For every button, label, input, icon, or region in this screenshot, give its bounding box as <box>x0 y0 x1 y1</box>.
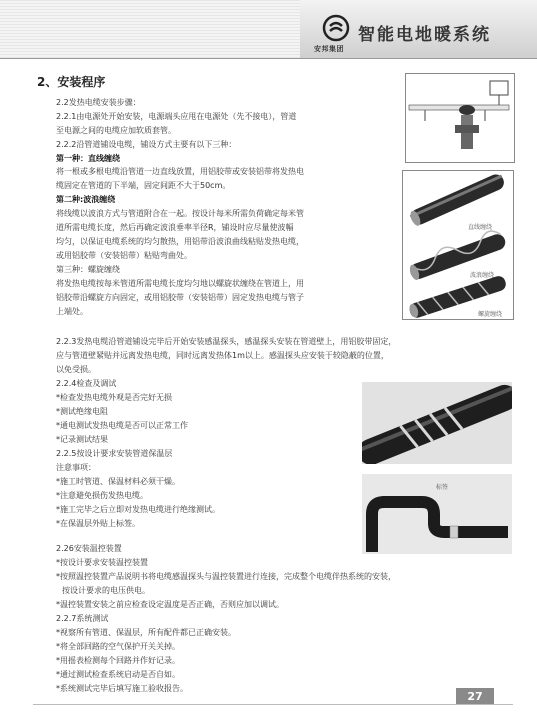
bullet-item: *视察所有管道、保温层，所有配件都已正确安装。 <box>56 628 236 637</box>
method3-title: 第三种：螺旋缠绕 <box>56 265 120 274</box>
bullet-item: *温控装置安装之前应检查设定温度是否正确，否则应加以调试。 <box>56 600 284 609</box>
s222-heading: 2.2.2沿管道铺设电缆，铺设方式主要有以下三种： <box>56 140 237 149</box>
brand-name: 安邦集团 <box>314 45 344 53</box>
brand-logo-icon <box>322 14 350 42</box>
paragraph-line: 道所需电缆长度，然后再确定波浪垂率半径R，铺设时应尽量使波幅 <box>56 223 294 232</box>
caption-spiral: 螺旋缠绕 <box>478 311 503 318</box>
bullet-item: *按设计要求安装温控装置 <box>56 558 148 567</box>
caption-wave: 波浪缠绕 <box>470 272 495 279</box>
paragraph-line: 至电源之间的电缆应加软质套管。 <box>56 126 176 135</box>
paragraph-line: 应与管道壁紧贴并远离发热电缆，同时远离发热体1m以上。感温探头应安装于较隐蔽的位置， <box>56 351 389 360</box>
method2-title: 第二种:波浪缠绕 <box>56 195 116 204</box>
paragraph-line: 2.2.3发热电缆沿管道铺设完毕后开始安装感温探头，感温探头安装在管道壁上，用铝胶带固定， <box>56 337 397 346</box>
bullet-item: *用摇表检测每个回路并作好记录。 <box>56 656 180 665</box>
page-number: 27 <box>456 688 494 705</box>
notes-heading: 注意事项： <box>56 463 96 472</box>
paragraph-line: 或用铝胶带（安装铝带）粘贴弯曲处。 <box>56 251 192 260</box>
probe-installation-photo <box>362 382 512 464</box>
bullet-item: *按照温控装置产品说明书将电缆感温探头与温控装置进行连接，完成整个电缆伴热系统的安装， <box>56 572 396 581</box>
s224-heading: 2.2.4检查及调试 <box>56 379 117 388</box>
bullet-item: *通电测试发热电缆是否可以正常工作 <box>56 421 188 430</box>
method1-title: 第一种：直线缠绕 <box>56 154 120 163</box>
bullet-item: *将全部回路的空气保护开关关掉。 <box>56 642 180 651</box>
note-item: *注意避免损伤发热电缆。 <box>56 491 148 500</box>
paragraph-line: 铝胶带沿螺旋方向固定，或用铝胶带（安装铝带）固定发热电缆与管子 <box>56 293 304 302</box>
note-item: *在保温层外贴上标签。 <box>56 519 140 528</box>
s226-heading: 2.26安装温控装置 <box>56 544 122 553</box>
bullet-item: *系统测试完毕后填写施工验收报告。 <box>56 684 188 693</box>
paragraph-line: 缆固定在管道的下半端，固定间距不大于50cm。 <box>56 181 231 190</box>
note-item: *施工完毕之后立即对发热电缆进行绝缘测试。 <box>56 505 220 514</box>
paragraph-line: 以免受损。 <box>56 365 96 374</box>
paragraph-line: 将一根或多根电缆沿管道一边直线放置，用铝胶带或安装铝带将发热电 <box>56 167 304 176</box>
caption-straight: 直线缠绕 <box>468 224 493 231</box>
pipe-with-power-box-illustration <box>405 73 515 163</box>
note-item: *施工时管道、保温材料必须干燥。 <box>56 477 180 486</box>
paragraph-line: 上端处。 <box>56 307 88 316</box>
bullet-item: *记录测试结果 <box>56 435 108 444</box>
paragraph-line: 均匀，以保证电缆系统的均匀散热，用铝带沿波浪曲线粘贴发热电缆， <box>56 237 304 246</box>
bullet-item: *通过测试检查系统启动是否自如。 <box>56 670 180 679</box>
section-title: 2、安装程序 <box>37 75 106 89</box>
bullet-item: *测试绝缘电阻 <box>56 407 108 416</box>
bullet-item-continued: 按设计要求的电压供电。 <box>62 586 150 595</box>
footer-divider <box>33 704 513 705</box>
header-stripe <box>0 0 300 58</box>
caption-label-tag: 标签 <box>436 484 449 491</box>
s227-heading: 2.2.7系统测试 <box>56 614 109 623</box>
paragraph-line: 将发热电缆按每米管道所需电缆长度均匀地以螺旋状缠绕在管道上，用 <box>56 279 304 288</box>
cable-wrapping-methods-illustration <box>402 170 514 320</box>
header-title: 智能电地暖系统 <box>358 25 491 45</box>
paragraph-line: 2.2.1由电源处开始安装，电源端头应甩在电源处（先不接电），管道 <box>56 112 297 121</box>
bullet-item: *检查发热电缆外观是否完好无损 <box>56 393 172 402</box>
s225-heading: 2.2.5按设计要求安装管道保温层 <box>56 449 173 458</box>
paragraph-line: 将线缆以波浪方式与管道附合在一起。按设计每米所需负荷确定每米管 <box>56 209 304 218</box>
s221-heading: 2.2发热电缆安装步骤： <box>56 98 141 107</box>
